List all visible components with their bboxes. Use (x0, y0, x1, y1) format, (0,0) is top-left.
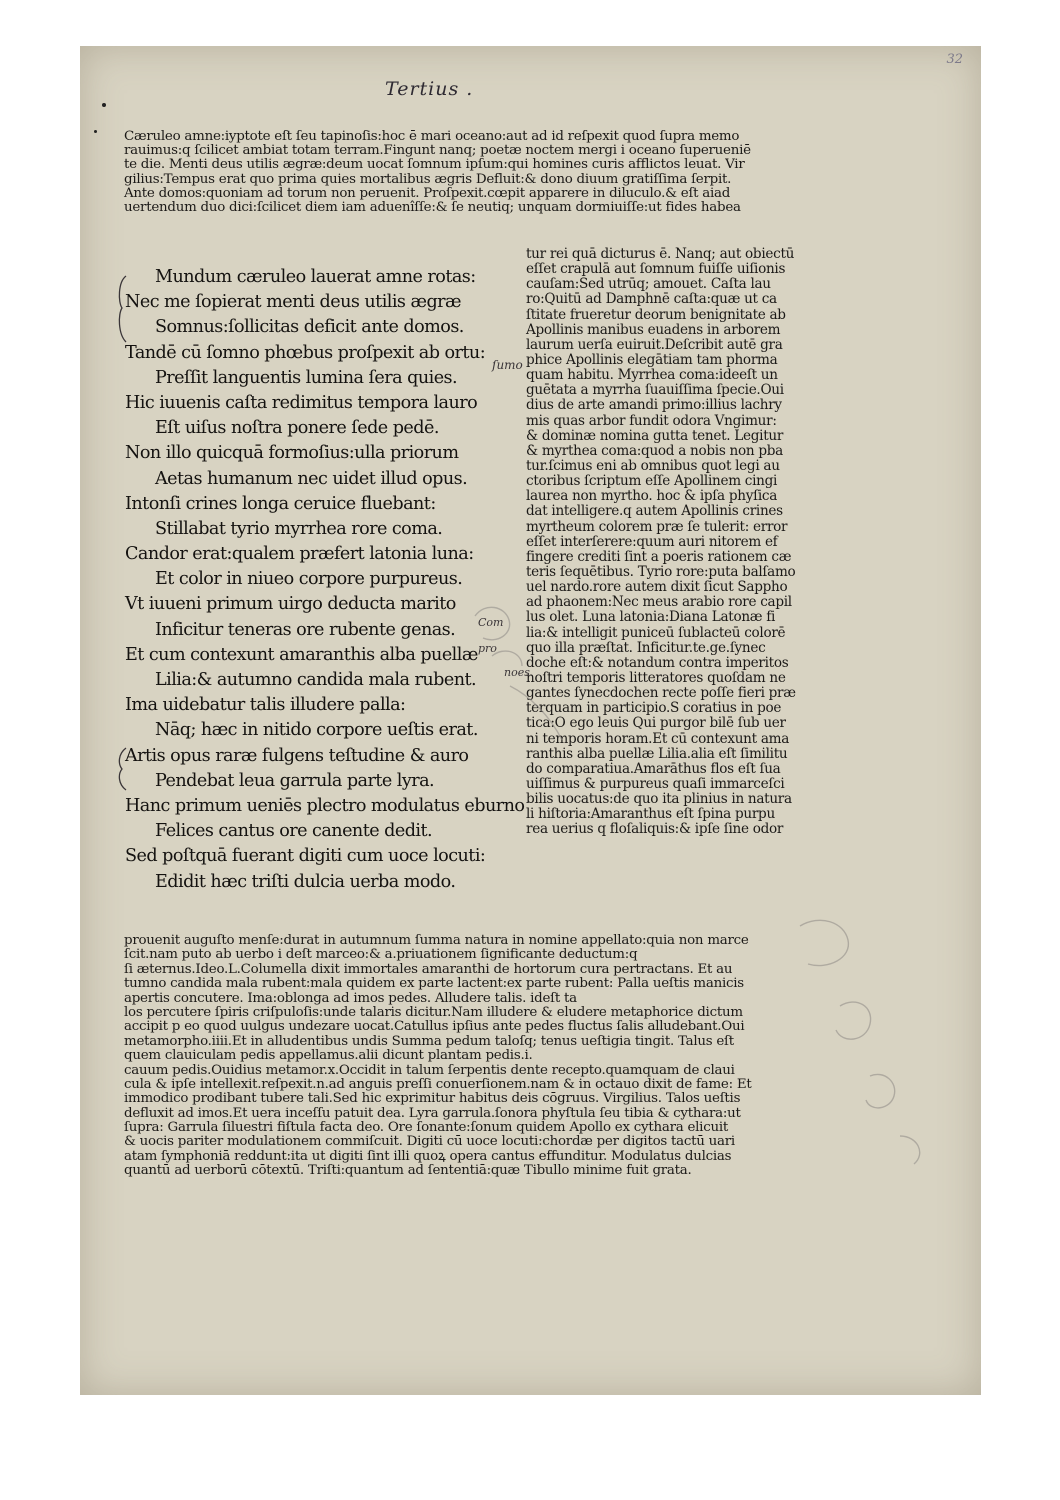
commentary-line: ro:Quitū ad Damphnē caſta:quæ ut ca (526, 291, 777, 308)
commentary-line: Apollinis manibus euadens in arborem (526, 321, 781, 338)
commentary-line: cauum pedis.Ouidius metamor.x.Occidit in talum ſerpentis dente recepto.quamquam de claui (124, 1062, 735, 1078)
commentary-line: te die. Menti deus utilis ægræ:deum uocat ſomnum ipſum:qui homines curis afflictos leuat. Vir (124, 157, 745, 173)
commentary-line: phice Apollinis elegātiam tam phorma (526, 351, 778, 368)
commentary-line: ſi æternus.Ideo.L.Columella dixit immortales amaranthi de hortorum cura pertractans. Et au (124, 961, 733, 977)
commentary-line: los percutere ſpiris criſpuloſis:unde talaris dicitur.Nam illudere & eludere metaphorice dictum (124, 1004, 743, 1020)
commentary-line: Cæruleo amne:iyptote eſt ſeu tapinoſis:hoc ē mari oceano:aut ad id reſpexit quod ſupra memo (124, 129, 740, 144)
verse-line: Candor erat:qualem præfert latonia luna: (125, 544, 474, 565)
verse-line: Edidit hæc triſti dulcia uerba modo. (155, 871, 456, 892)
commentary-line: quam habitu. Myrrhea coma:ideeſt un (526, 367, 778, 384)
verse-line: Et color in niueo corpore purpureus. (155, 569, 463, 590)
marginal-note: Com (478, 616, 504, 629)
marginal-note: pro (478, 642, 497, 655)
commentary-line: quem clauiculam pedis appellamus.alii dicunt plantam pedis.i. (124, 1048, 533, 1064)
commentary-line: rea uerius q floſaliquis:& ipſe ſine odor (526, 821, 784, 838)
commentary-line: tica:O ego leuis Qui purgor bilē ſub uer (526, 715, 786, 732)
commentary-line: ranthis alba puellæ Lilia.alia eſt ſimilitu (526, 745, 788, 762)
library-stamp-watermark (80, 46, 981, 1395)
verse-line: Sed poſtquā fuerant digiti cum uoce locuti: (125, 846, 486, 867)
commentary-line: gantes ſynecdochen recte poſſe fieri præ (526, 685, 796, 702)
verse-line: Artis opus raræ fulgens teſtudine & auro (125, 745, 469, 766)
commentary-line: metamorpho.iiii.Et in alludentibus undis Summa pedum taloſq; tenus ueſtigia tingit. Talus eſt (124, 1033, 734, 1049)
commentary-line: quantū ad uerborū cōtextū. Triſti:quantum ad ſententiā:quæ Tibullo minime fuit grata. (124, 1163, 692, 1179)
commentary-line: & dominæ nomina gutta tenet. Legitur (526, 427, 784, 444)
commentary-line: defluxit ad imos.Et uera inceſſu patuit dea. Lyra garrula.ſonora phyſtula ſeu tibia & cythara:ut (124, 1105, 741, 1121)
verse-line: Somnus:ſollicitas deficit ante domos. (155, 317, 464, 338)
commentary-line: quo illa præſtat. Inficitur.te.ge.ſynec (526, 639, 766, 656)
verse-line: Hic iuuenis caſta redimitus tempora lauro (125, 392, 478, 413)
commentary-line: immodico prodibant tubere tali.Sed hic exprimitur habitus deis cōgruus. Virgilius. Talos ueſtis (124, 1091, 741, 1107)
commentary-line: ſcit.nam puto ab uerbo i deſt marceo:& a.priuationem ſignificante deductum:q (124, 947, 638, 963)
commentary-line: doche eſt:& notandum contra imperitos (526, 654, 789, 671)
commentary-line: ad phaonem:Nec meus arabio rore capil (526, 594, 792, 611)
commentary-line: teris ſequētibus. Tyrio rore:puta balſamo (526, 563, 796, 580)
verse-line: Mundum cæruleo lauerat amne rotas: (155, 267, 476, 287)
commentary-line: Ante domos:quoniam ad torum non peruenit. Proſpexit.cœpit apparere in diluculo.& eſt aiad (124, 185, 731, 201)
verse-line: Inficitur teneras ore rubente genas. (155, 619, 456, 640)
commentary-line: laurum uerſa euiruit.Deſcribit autē gra (526, 336, 783, 353)
commentary-line: ni temporis horam.Et cū contexunt ama (526, 730, 790, 747)
commentary-line: uel nardo.rore autem dixit ſicut Sappho (526, 579, 788, 596)
commentary-line: do comparatiua.Amarāthus flos eſt ſua (526, 760, 781, 777)
commentary-line: uiſſimus & purpureus quaſi immarceſci (526, 775, 785, 792)
commentary-line: eſſet crapulā aut ſomnum fuiſſe uiſionis (526, 261, 786, 278)
commentary-line: apertis concutere. Ima:oblonga ad imos pedes. Alludere talis. ideſt ta (124, 990, 577, 1006)
folio-number: 32 (946, 52, 963, 67)
verse-line: Preſſit languentis lumina ſera quies. (155, 367, 458, 388)
verse-line: Lilia:& autumno candida mala rubent. (155, 670, 477, 690)
commentary-line: noſtri temporis litteratores quoſdam ne (526, 669, 786, 686)
commentary-line: lia:& intelligit puniceū ſublacteū colorē (526, 624, 786, 641)
commentary-line: & uocis pariter modulationem commiſcuit. Digiti cū uoce locuti:chordæ per digitos tactū uari (124, 1134, 735, 1150)
commentary-line: li hiſtoria:Amaranthus eſt ſpina purpu (526, 806, 775, 823)
commentary-line: accipit p eo quod uulgus undezare uocat.Catullus ipſius ante pedes fluctus ſalis alludebant.Oui (124, 1019, 745, 1035)
verse-line: Aetas humanum nec uidet illud opus. (155, 468, 468, 489)
commentary-line: ſupra: Garrula ſiluestri fiſtula facta deo. Ore ſonante:ſonum quidem Apollo ex cythara elicuit (124, 1120, 728, 1136)
header-note: Tertius . (385, 78, 474, 100)
marginal-note: noes (504, 666, 530, 679)
commentary-line: guētata a myrrha ſuauiſſima ſpecie.Oui (526, 382, 784, 399)
verse-line: Vt iuueni primum uirgo deducta marito (125, 594, 456, 615)
verse-line: Pendebat leua garrula parte lyra. (155, 770, 435, 791)
commentary-line: lus olet. Luna latonia:Diana Latonæ fi (526, 609, 776, 626)
verse-line: Tandē cū ſomno phœbus proſpexit ab ortu: (125, 342, 486, 363)
commentary-line: & myrthea coma:quod a nobis non pba (526, 442, 783, 459)
commentary-line: dius de arte amandi primo:illius lachry (526, 397, 782, 414)
verse-line: Non illo quicquā formoſius:ulla priorum (125, 443, 459, 464)
verse-line: Felices cantus ore canente dedit. (155, 821, 433, 842)
commentary-line: ſtitate frueretur deorum benignitate ab (526, 306, 786, 323)
manuscript-page-scan (80, 46, 981, 1395)
commentary-line: ctoribus ſcriptum eſſe Apollinem cingi (526, 473, 778, 490)
verse-line: Nec me ſopierat menti deus utilis ægræ (125, 292, 462, 313)
verse-line: Ima uidebatur talis illudere palla: (125, 695, 406, 716)
commentary-line: fingere crediti ſint a poeris rationem cæ (526, 548, 792, 565)
commentary-line: uertendum duo dici:ſcilicet diem iam aduenîſſe:& ſe neutiq; unquam dormiuiſſe:ut fides habea (124, 199, 741, 215)
verse-line: Eſt uiſus noſtra ponere ſede pedē. (155, 418, 439, 439)
commentary-line: terquam in participio.S coratius in poe (526, 700, 782, 717)
verse-line: Nāq; hæc in nitido corpore ueſtis erat. (155, 720, 478, 741)
commentary-line: rauimus:q ſcilicet ambiat totam terram.Fingunt nanq; poetæ noctem mergi i oceano ſuperueniē (124, 143, 751, 159)
commentary-line: myrtheum colorem præ ſe tulerit: error (526, 518, 788, 535)
commentary-line: tumno candida mala rubent:mala quidem ex parte lactent:ex parte rubent: Palla ueſtis manicis (124, 976, 744, 992)
commentary-line: gilius:Tempus erat quo prima quies mortalibus ægris Defluit:& dono diuum gratiſſima ſerpit. (124, 171, 732, 187)
commentary-line: mis quas arbor fundit odora Vngimur: (526, 412, 777, 429)
commentary-line: eſſet interſerere:quum auri nitorem ef (526, 533, 778, 550)
commentary-line: dat intelligere.q autem Apollinis crines (526, 503, 783, 520)
verse-line: Intonſi crines longa ceruice fluebant: (125, 493, 436, 514)
commentary-line: cula & ipſe intellexit.reſpexit.n.ad anguis preſſi conuerſionem.nam & in octauo dixit de fame: Et (124, 1076, 752, 1092)
commentary-line: laurea non myrtho. hoc & ipſa phyſica (526, 488, 777, 505)
commentary-line: tur rei quā dicturus ē. Nanq; aut obiectū (526, 246, 795, 262)
commentary-line: tur.ſcimus eni ab omnibus quot legi au (526, 457, 780, 474)
commentary-line: bilis uocatus:de quo ita plinius in natura (526, 791, 792, 808)
commentary-line: atam ſymphoniā reddunt:ita ut digiti ſint illi quoꝝ opera cantus effunditur. Modulatus dulcias (124, 1148, 732, 1164)
commentary-line: cauſam:Sed utrūq; amouet. Caſta lau (526, 276, 771, 293)
commentary-line: prouenit auguſto menſe:durat in autumnum ſumma natura in nomine appellato:quia non marce (124, 933, 749, 948)
verse-line: Stillabat tyrio myrrhea rore coma. (155, 518, 443, 539)
verse-line: Et cum contexunt amaranthis alba puellæ (125, 644, 478, 665)
verse-line: Hanc primum ueniēs plectro modulatus eburno (125, 795, 525, 816)
marginal-note: ſumo (492, 358, 523, 372)
